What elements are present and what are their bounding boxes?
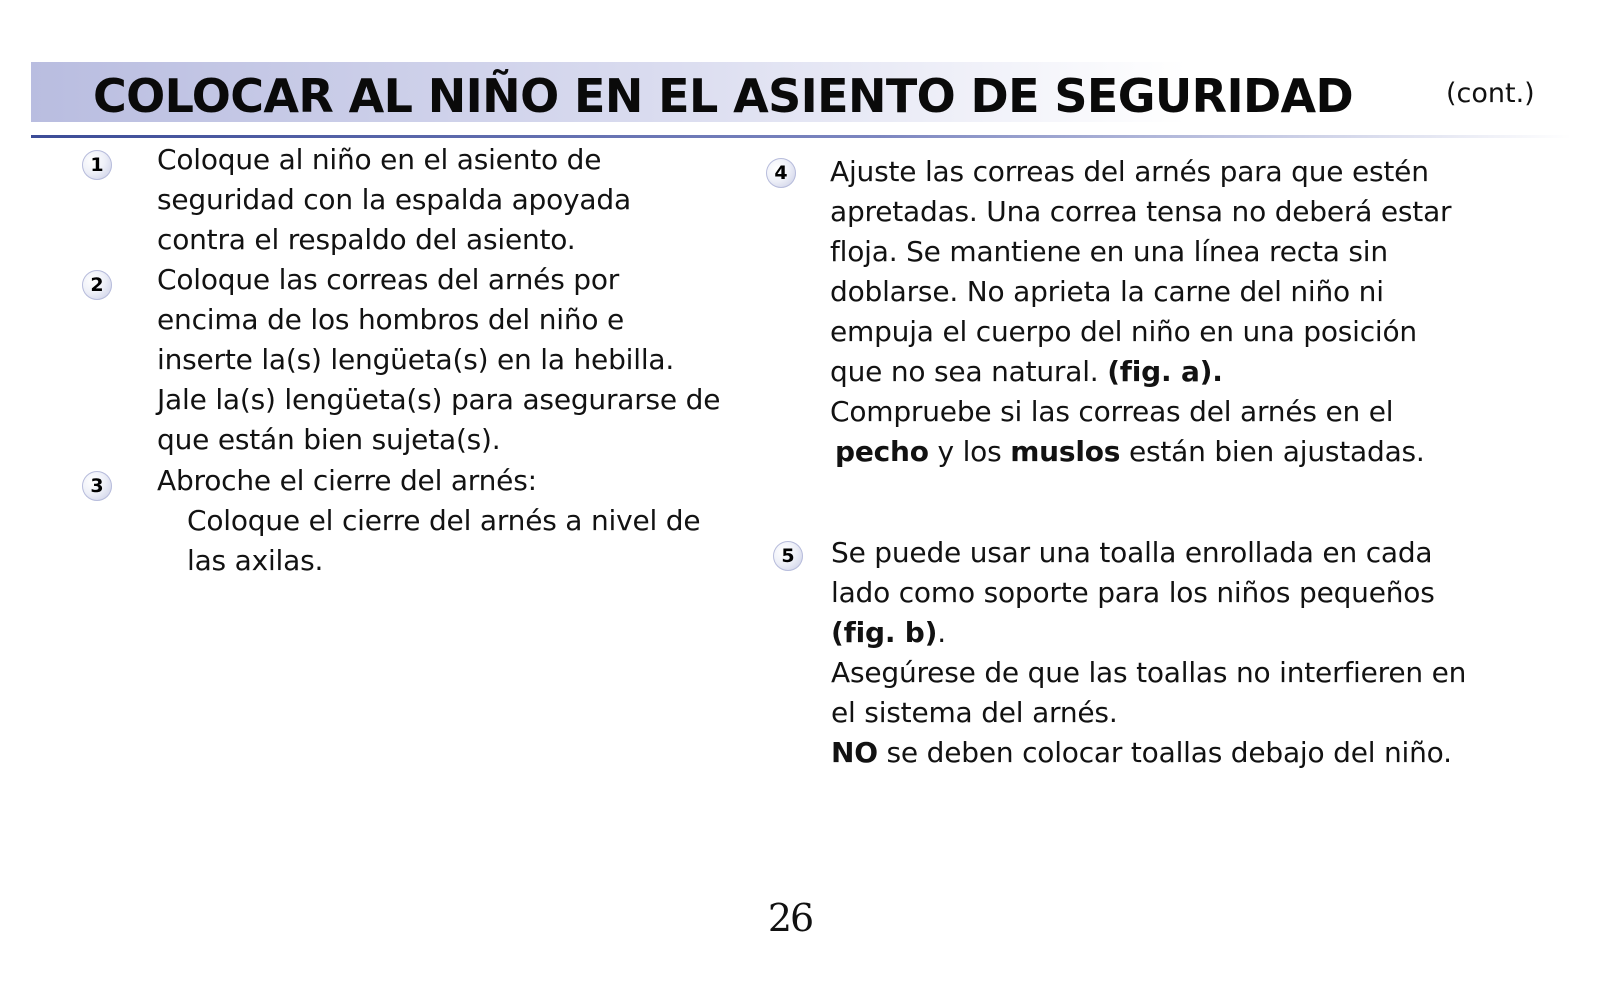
step-4-line-2: apretadas. Una correa tensa no deberá estar — [830, 195, 1452, 228]
step-3-text — [157, 461, 700, 581]
fig-b-reference: (fig. b) — [831, 616, 938, 649]
step-1-line-1: Coloque al niño en el asiento de — [157, 143, 602, 176]
step-4-line-4: doblarse. No aprieta la carne del niño ni — [830, 275, 1384, 308]
thighs-emphasis: muslos — [1010, 435, 1121, 468]
step-4-text — [830, 152, 1451, 472]
page-number: 26 — [767, 896, 813, 940]
step-4-line-7: Compruebe si las correas del arnés en el — [830, 395, 1394, 428]
step-5-text — [831, 533, 1466, 773]
step-5-line-3 — [831, 613, 1466, 653]
step-2-line-5: que están bien sujeta(s). — [157, 423, 501, 456]
title-suffix: (cont.) — [1446, 78, 1535, 109]
header-rule — [31, 135, 1571, 138]
step-2-line-2: encima de los hombros del niño e — [157, 303, 625, 336]
step-4-line-1: Ajuste las correas del arnés para que estén — [830, 155, 1429, 188]
step-5-line-1: Se puede usar una toalla enrollada en cada — [831, 536, 1433, 569]
step-1-text — [157, 140, 631, 260]
step-4-line-8-text-2: están bien ajustadas. — [1120, 435, 1425, 468]
step-4-line-5: empuja el cuerpo del niño en una posición — [830, 315, 1417, 348]
step-2-text — [157, 260, 720, 460]
step-5-line-2: lado como soporte para los niños pequeños — [831, 576, 1435, 609]
fig-a-reference: (fig. a). — [1107, 355, 1223, 388]
step-4-line-6 — [830, 352, 1451, 392]
chest-emphasis: pecho — [835, 435, 929, 468]
step-3-number: 3 — [82, 471, 112, 501]
step-5-line-4: Asegúrese de que las toallas no interfieren en — [831, 656, 1467, 689]
step-5-line-3-text: . — [937, 616, 946, 649]
step-2-line-4: Jale la(s) lengüeta(s) para asegurarse de — [157, 383, 721, 416]
step-4-line-6-text: que no sea natural. — [830, 355, 1108, 388]
step-3-line-2: Coloque el cierre del arnés a nivel de — [187, 504, 701, 537]
step-5-number: 5 — [773, 541, 803, 571]
step-3-line-1: Abroche el cierre del arnés: — [157, 464, 537, 497]
step-2-line-1: Coloque las correas del arnés por — [157, 263, 620, 296]
step-4-line-8-text-1: y los — [928, 435, 1011, 468]
step-1-line-2: seguridad con la espalda apoyada — [157, 183, 631, 216]
step-4-line-3: floja. Se mantiene en una línea recta sin — [830, 235, 1388, 268]
step-5-line-5: el sistema del arnés. — [831, 696, 1118, 729]
step-5-line-6 — [831, 733, 1466, 773]
step-4-line-8 — [830, 432, 1451, 472]
step-3-line-3: las axilas. — [187, 544, 324, 577]
page-title: COLOCAR AL NIÑO EN EL ASIENTO DE SEGURIDAD — [93, 69, 1354, 123]
step-1-line-3: contra el respaldo del asiento. — [157, 223, 576, 256]
step-2-number: 2 — [82, 270, 112, 300]
step-1-number: 1 — [82, 150, 112, 180]
step-5-line-6-text: se deben colocar toallas debajo del niño. — [877, 736, 1452, 769]
step-2-line-3: inserte la(s) lengüeta(s) en la hebilla. — [157, 343, 675, 376]
step-4-number: 4 — [766, 158, 796, 188]
no-emphasis: NO — [831, 736, 878, 769]
